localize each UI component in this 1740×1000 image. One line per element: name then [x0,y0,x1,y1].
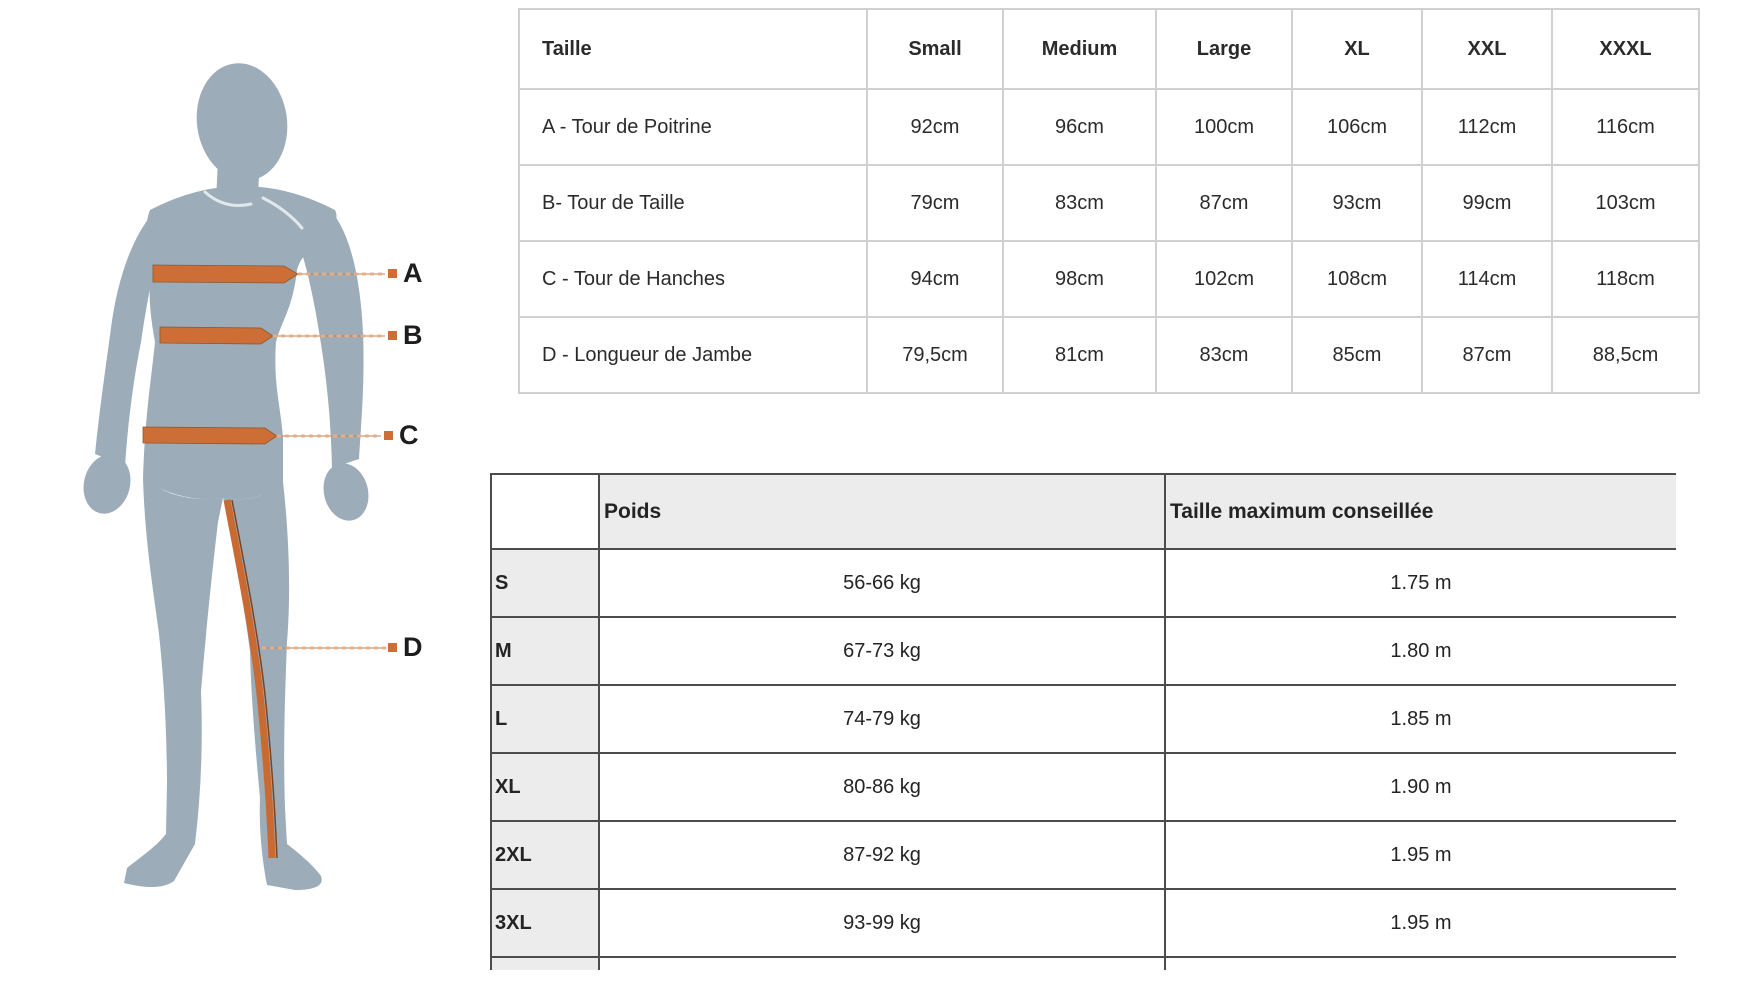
cell-value: 93cm [1292,165,1422,241]
size-measurements-table [518,8,1700,394]
table-row-l [491,685,1676,753]
size-label: L [491,685,599,753]
header-xxxl: XXXL [1552,9,1699,89]
height-value: 1.85 m [1165,685,1676,753]
cell-value: 108cm [1292,241,1422,317]
cell-value: 79,5cm [867,317,1003,393]
cell-value: 92cm [867,89,1003,165]
cell-value: 98cm [1003,241,1156,317]
weight-value: 93-99 kg [599,889,1165,957]
cell-value: 87cm [1156,165,1292,241]
size-table-header-row [519,9,1699,89]
weight-value: 56-66 kg [599,549,1165,617]
cell-value: 85cm [1292,317,1422,393]
header-medium: Medium [1003,9,1156,89]
cell-value: 99cm [1422,165,1552,241]
table-row-2xl [491,821,1676,889]
cell-value: 116cm [1552,89,1699,165]
size-measurements-table-container [518,8,1698,394]
cell-value: 100cm [1156,89,1292,165]
table-row-waist [519,165,1699,241]
header-empty [491,474,599,549]
header-small: Small [867,9,1003,89]
header-taille: Taille [519,9,867,89]
table-row-3xl [491,889,1676,957]
table-row-partial [491,957,1676,970]
table-row-xl [491,753,1676,821]
cell-value: 106cm [1292,89,1422,165]
size-label: XL [491,753,599,821]
cell-value: 102cm [1156,241,1292,317]
row-label: C - Tour de Hanches [519,241,867,317]
height-value: 1.90 m [1165,753,1676,821]
row-label: B- Tour de Taille [519,165,867,241]
size-label: S [491,549,599,617]
weight-height-table [490,473,1676,970]
header-poids: Poids [599,474,1165,549]
cell-value: 114cm [1422,241,1552,317]
header-xxl: XXL [1422,9,1552,89]
table-row-chest [519,89,1699,165]
weight-table-header-row [491,474,1676,549]
cell-value: 96cm [1003,89,1156,165]
cell-value: 79cm [867,165,1003,241]
body-measurement-diagram [55,52,424,912]
weight-value: 80-86 kg [599,753,1165,821]
cell-value: 87cm [1422,317,1552,393]
size-label: 2XL [491,821,599,889]
measure-label-b: B [403,320,424,350]
body-silhouette-illustration [55,52,415,912]
cell-value: 88,5cm [1552,317,1699,393]
header-taille-max: Taille maximum conseillée [1165,474,1676,549]
table-row-m [491,617,1676,685]
cell-value: 83cm [1003,165,1156,241]
cell-value: 103cm [1552,165,1699,241]
table-row-s [491,549,1676,617]
cell-value: 83cm [1156,317,1292,393]
height-value: 1.95 m [1165,821,1676,889]
header-xl: XL [1292,9,1422,89]
measure-label-d: D [403,632,424,662]
cell-value: 112cm [1422,89,1552,165]
cell-value: 94cm [867,241,1003,317]
table-row-leg [519,317,1699,393]
header-large: Large [1156,9,1292,89]
weight-value: 67-73 kg [599,617,1165,685]
size-label: 3XL [491,889,599,957]
measure-label-c: C [399,420,420,450]
row-label: D - Longueur de Jambe [519,317,867,393]
weight-value: 87-92 kg [599,821,1165,889]
row-label: A - Tour de Poitrine [519,89,867,165]
measure-label-a: A [403,258,424,288]
size-label: M [491,617,599,685]
weight-value: 74-79 kg [599,685,1165,753]
table-row-hips [519,241,1699,317]
height-value: 1.95 m [1165,889,1676,957]
weight-height-table-container [490,473,1676,970]
height-value: 1.80 m [1165,617,1676,685]
height-value: 1.75 m [1165,549,1676,617]
cell-value: 81cm [1003,317,1156,393]
cell-value: 118cm [1552,241,1699,317]
